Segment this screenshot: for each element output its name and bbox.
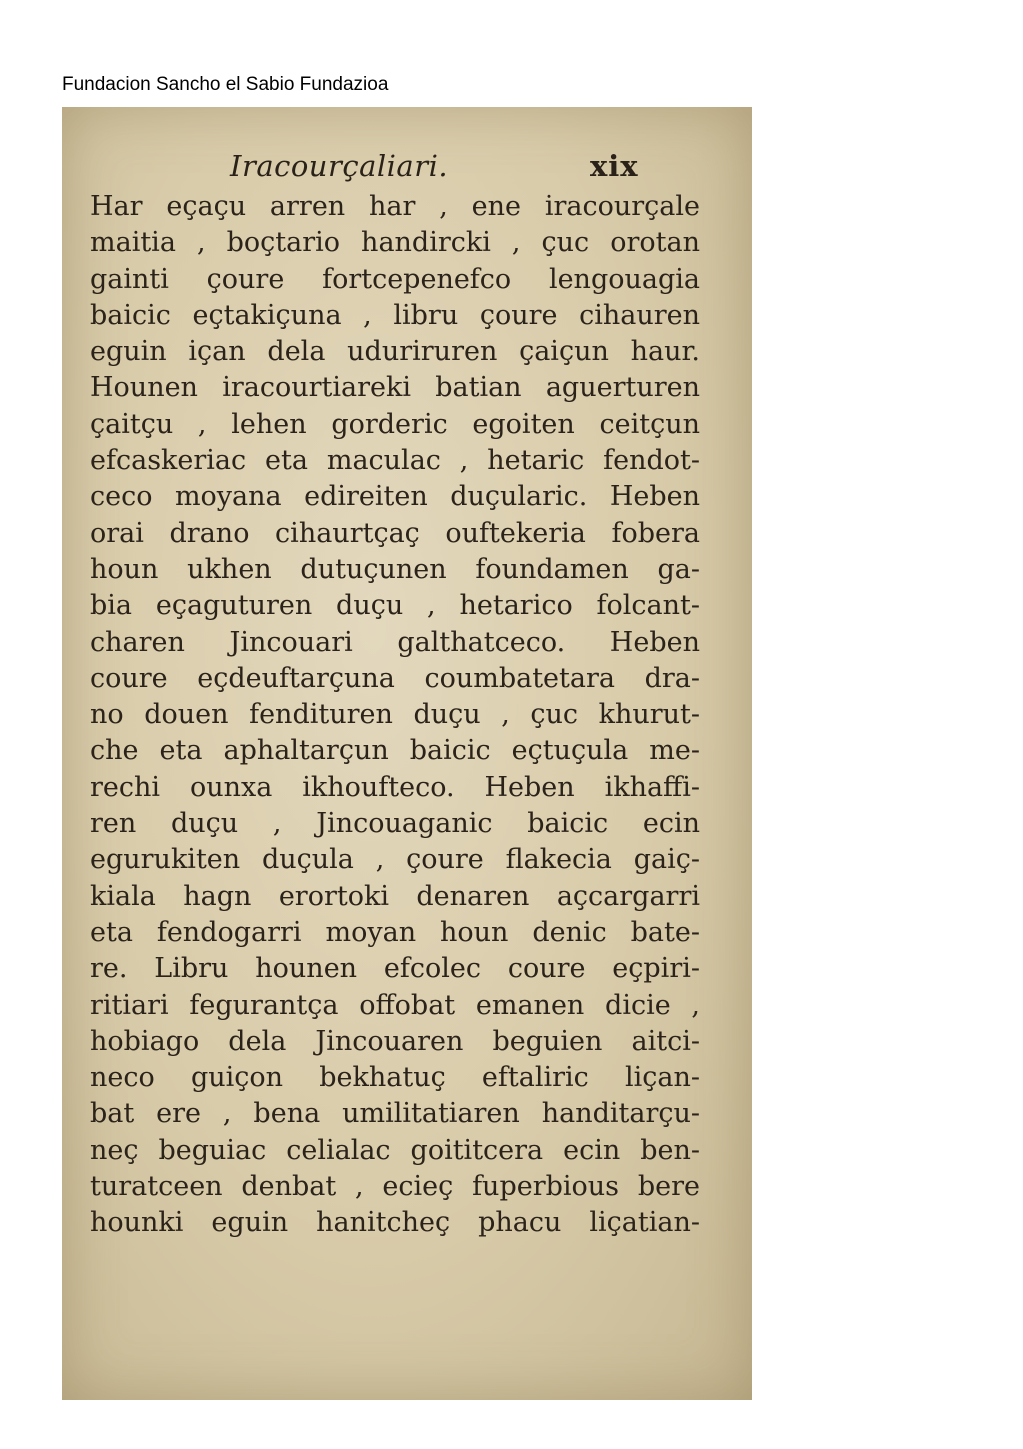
page-number: xix (590, 149, 639, 183)
text-line: coure eçdeuftarçuna coumbatetara dra- (90, 662, 700, 694)
text-line: Har eçaçu arren har , ene iracourçale (90, 191, 700, 222)
text-line: gainti çoure fortcepenefco lengouagia (90, 263, 700, 295)
text-line: neco guiçon bekhatuç eftaliric liçan- (90, 1062, 700, 1094)
source-header: Fundacion Sancho el Sabio Fundazioa (62, 74, 389, 95)
text-line: houn ukhen dutuçunen foundamen ga- (90, 553, 700, 585)
text-line: hobiago dela Jincouaren beguien aitci- (90, 1025, 700, 1057)
text-line: turatceen denbat , ecieç fuperbious bere (90, 1171, 700, 1203)
text-line: kiala hagn erortoki denaren açcargarri (90, 880, 700, 912)
text-line: neç beguiac celialac goititcera ecin ben- (90, 1134, 700, 1166)
text-line: bia eçaguturen duçu , hetarico folcant- (90, 590, 700, 622)
text-line: re. Libru hounen efcolec coure eçpiri- (90, 953, 700, 985)
text-line: hounki eguin hanitcheç phacu liçatian- (90, 1207, 700, 1239)
text-line: egurukiten duçula , çoure flakecia gaiç- (90, 844, 700, 876)
text-line: ren duçu , Jincouaganic baicic ecin (90, 808, 700, 840)
text-line: ritiari fegurantça offobat emanen dicie , (90, 989, 700, 1021)
text-line: no douen fendituren duçu , çuc khurut- (90, 699, 700, 731)
running-head (62, 149, 752, 189)
text-line: bat ere , bena umilitatiaren handitarçu- (90, 1098, 700, 1130)
text-line: orai drano cihaurtçaç ouftekeria fobera (90, 517, 700, 549)
body-text (90, 189, 700, 1242)
text-line: Hounen iracourtiareki batian aguerturen (90, 372, 700, 404)
text-line: ceco moyana edireiten duçularic. Heben (90, 481, 700, 513)
text-line: rechi ounxa ikhoufteco. Heben ikhaffi- (90, 771, 700, 803)
running-title: Iracourçaliari. (230, 149, 449, 183)
text-line: eta fendogarri moyan houn denic bate- (90, 916, 700, 948)
text-line: eguin içan dela uduriruren çaiçun haur. (90, 336, 700, 368)
text-line: che eta aphaltarçun baicic eçtuçula me- (90, 735, 700, 767)
text-line: efcaskeriac eta maculac , hetaric fendot- (90, 445, 700, 477)
text-line: çaitçu , lehen gorderic egoiten ceitçun (90, 408, 700, 440)
text-line: maitia , boçtario handircki , çuc orotan (90, 227, 700, 259)
text-line: charen Jincouari galthatceco. Heben (90, 626, 700, 658)
text-line: baicic eçtakiçuna , libru çoure cihauren (90, 299, 700, 331)
scanned-book-page (62, 107, 752, 1400)
